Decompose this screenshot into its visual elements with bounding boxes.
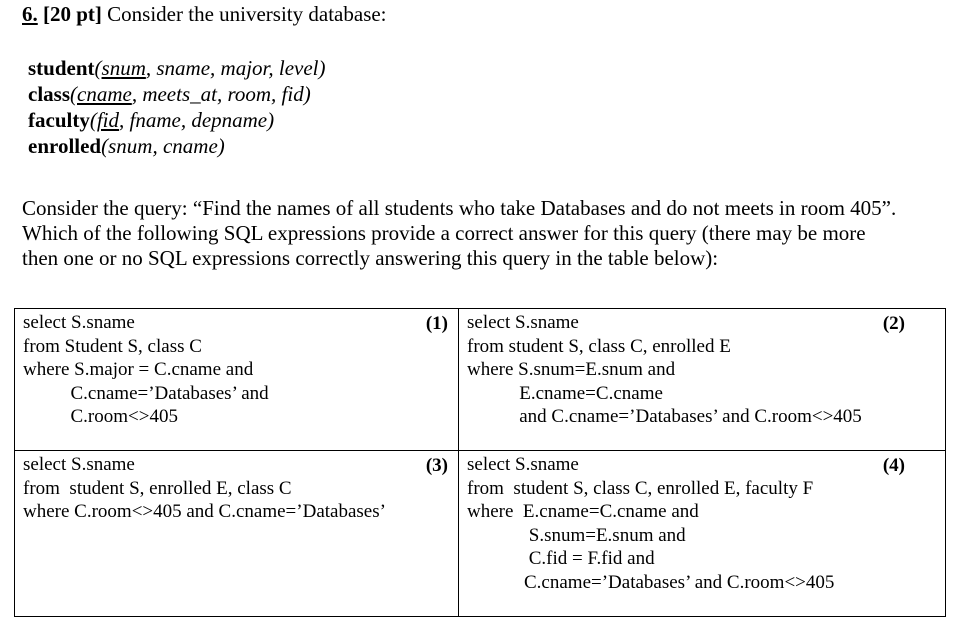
schema-faculty: faculty(fid, fname, depname) xyxy=(28,108,275,132)
question-points: [20 pt] xyxy=(43,2,102,26)
sql-line: select S.sname xyxy=(23,454,135,475)
relation-attributes: , meets_at, room, fid) xyxy=(131,82,311,106)
primary-key: fid xyxy=(96,108,119,132)
sql-line: from student S, class C, enrolled E, faculty F xyxy=(467,477,814,499)
primary-key: snum xyxy=(101,56,146,80)
sql-line: where C.room<>405 and C.cname=’Databases’ xyxy=(23,501,386,522)
sql-code xyxy=(467,453,834,594)
sql-line: select S.sname xyxy=(23,312,135,333)
sql-line: C.fid = F.fid and xyxy=(467,548,655,569)
sql-line: C.room<>405 xyxy=(23,406,178,427)
options-table xyxy=(14,308,946,617)
sql-line: and C.cname=’Databases’ and C.room<>405 xyxy=(467,406,862,427)
sql-line: from student S, enrolled E, class C xyxy=(23,477,292,499)
sql-line: S.snum=E.snum and xyxy=(467,524,686,546)
option-cell-3 xyxy=(15,451,459,616)
option-number: (1) xyxy=(425,313,448,334)
sql-line: where S.snum=E.snum and xyxy=(467,359,676,380)
sql-line: E.cname=C.cname xyxy=(467,382,663,404)
primary-key: cname xyxy=(77,82,132,106)
option-number: (2) xyxy=(882,313,905,334)
sql-line: where E.cname=C.cname and xyxy=(467,501,699,522)
question-number: 6. xyxy=(22,2,38,26)
schema-class: class(cname, meets_at, room, fid) xyxy=(28,82,311,106)
option-number: (4) xyxy=(882,455,905,476)
option-cell-4 xyxy=(459,451,945,616)
question-heading xyxy=(22,2,387,27)
database-schema xyxy=(28,55,326,159)
sql-code xyxy=(467,311,862,429)
sql-line: C.cname=’Databases’ and xyxy=(23,382,269,404)
relation-name: enrolled xyxy=(28,134,102,158)
option-cell-2 xyxy=(459,309,945,451)
sql-line: where S.major = C.cname and xyxy=(23,359,254,380)
sql-line: C.cname=’Databases’ and C.room<>405 xyxy=(467,571,835,593)
relation-name: class xyxy=(28,82,70,106)
sql-line: from student S, class C, enrolled E xyxy=(467,335,731,357)
sql-line: select S.sname xyxy=(467,312,579,333)
sql-code xyxy=(23,453,386,524)
relation-name: faculty xyxy=(28,108,90,132)
sql-code xyxy=(23,311,269,429)
relation-name: student xyxy=(28,56,95,80)
question-text: Consider the query: “Find the names of all students who take Databases and do not meets in room 405”. Which of the following SQL expressions provide a correct answer for this query (there may be more then one or no SQL expressions correctly answering this query in the table below): xyxy=(22,196,897,270)
option-cell-1 xyxy=(15,309,459,451)
sql-line: select S.sname xyxy=(467,454,579,475)
sql-line: from Student S, class C xyxy=(23,335,202,357)
option-number: (3) xyxy=(425,455,448,476)
schema-enrolled: enrolled(snum, cname) xyxy=(28,134,225,158)
relation-attributes: snum, cname) xyxy=(108,134,225,158)
question-intro: Consider the university database: xyxy=(107,2,387,26)
relation-attributes: , sname, major, level) xyxy=(145,56,326,80)
relation-attributes: , fname, depname) xyxy=(119,108,275,132)
schema-student: student(snum, sname, major, level) xyxy=(28,56,326,80)
